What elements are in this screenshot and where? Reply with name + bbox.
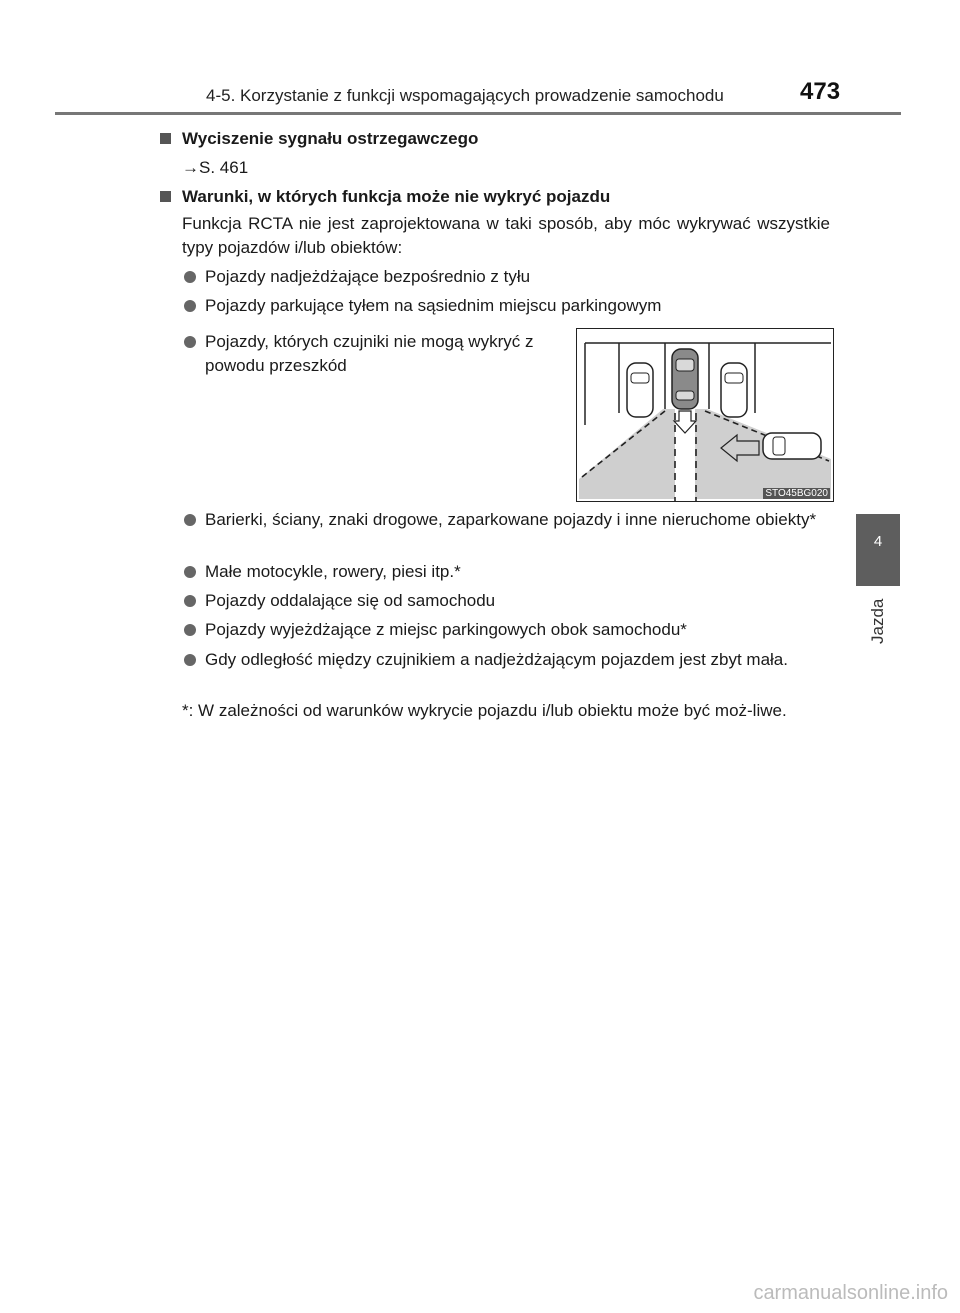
section-square-icon — [160, 191, 171, 202]
list-item: Pojazdy, których czujniki nie mogą wykryć z powodu przeszkód — [205, 332, 534, 375]
parked-car-right — [721, 363, 747, 417]
bullet-dot-icon — [184, 300, 196, 312]
sensor-zone-left — [579, 409, 675, 499]
parked-car-left — [627, 363, 653, 417]
approaching-car — [763, 433, 821, 459]
chapter-tab[interactable] — [856, 514, 900, 586]
section-square-icon — [160, 133, 171, 144]
figure-code: STO45BG020 — [765, 488, 828, 499]
bullet-dot-icon — [184, 336, 196, 348]
page-reference[interactable]: →S. 461 — [182, 158, 249, 177]
bullet-dot-icon — [184, 271, 196, 283]
list-item: Pojazdy parkujące tyłem na sąsiednim miejscu parkingowym — [205, 296, 662, 315]
page-number: 473 — [800, 78, 841, 105]
list-item: Barierki, ściany, znaki drogowe, zaparkowane pojazdy i inne nieruchome obiekty* — [205, 510, 817, 529]
section-heading: Wyciszenie sygnału ostrzegawczego — [182, 129, 479, 148]
list-item: Pojazdy wyjeżdżające z miejsc parkingowych obok samochodu* — [205, 620, 687, 639]
car-window — [631, 373, 649, 383]
parking-diagram-illustration — [577, 329, 833, 501]
car-window — [773, 437, 785, 455]
bullet-dot-icon — [184, 624, 196, 636]
section-heading: Warunki, w których funkcja może nie wykryć pojazdu — [182, 187, 611, 206]
list-item: Małe motocykle, rowery, piesi itp.* — [205, 562, 461, 581]
list-item: Gdy odległość między czujnikiem a nadjeżdżającym pojazdem jest zbyt mała. — [205, 650, 788, 669]
car-window — [725, 373, 743, 383]
footer-watermark[interactable]: carmanualsonline.info — [753, 1282, 948, 1304]
car-window — [676, 391, 694, 400]
chapter-label — [866, 588, 890, 648]
reverse-arrow-icon — [674, 411, 696, 433]
list-item: Pojazdy oddalające się od samochodu — [205, 591, 496, 610]
bullet-dot-icon — [184, 566, 196, 578]
car-window — [676, 359, 694, 371]
section-intro: Funkcja RCTA nie jest zaprojektowana w taki sposób, aby móc wykrywać wszystkie typy pojazdów i/lub obiektów: — [182, 214, 830, 257]
header-rule — [55, 112, 901, 115]
bullet-dot-icon — [184, 595, 196, 607]
chapter-label-text: Jazda — [868, 598, 887, 644]
list-item: Pojazdy nadjeżdżające bezpośrednio z tyłu — [205, 267, 531, 286]
parking-diagram — [576, 328, 834, 502]
bullet-dot-icon — [184, 654, 196, 666]
bullet-dot-icon — [184, 514, 196, 526]
header-title: 4-5. Korzystanie z funkcji wspomagających prowadzenie samochodu — [206, 86, 724, 105]
chapter-number: 4 — [873, 533, 883, 550]
footnote: *: W zależności od warunków wykrycie pojazdu i/lub obiektu może być moż-liwe. — [182, 701, 787, 720]
